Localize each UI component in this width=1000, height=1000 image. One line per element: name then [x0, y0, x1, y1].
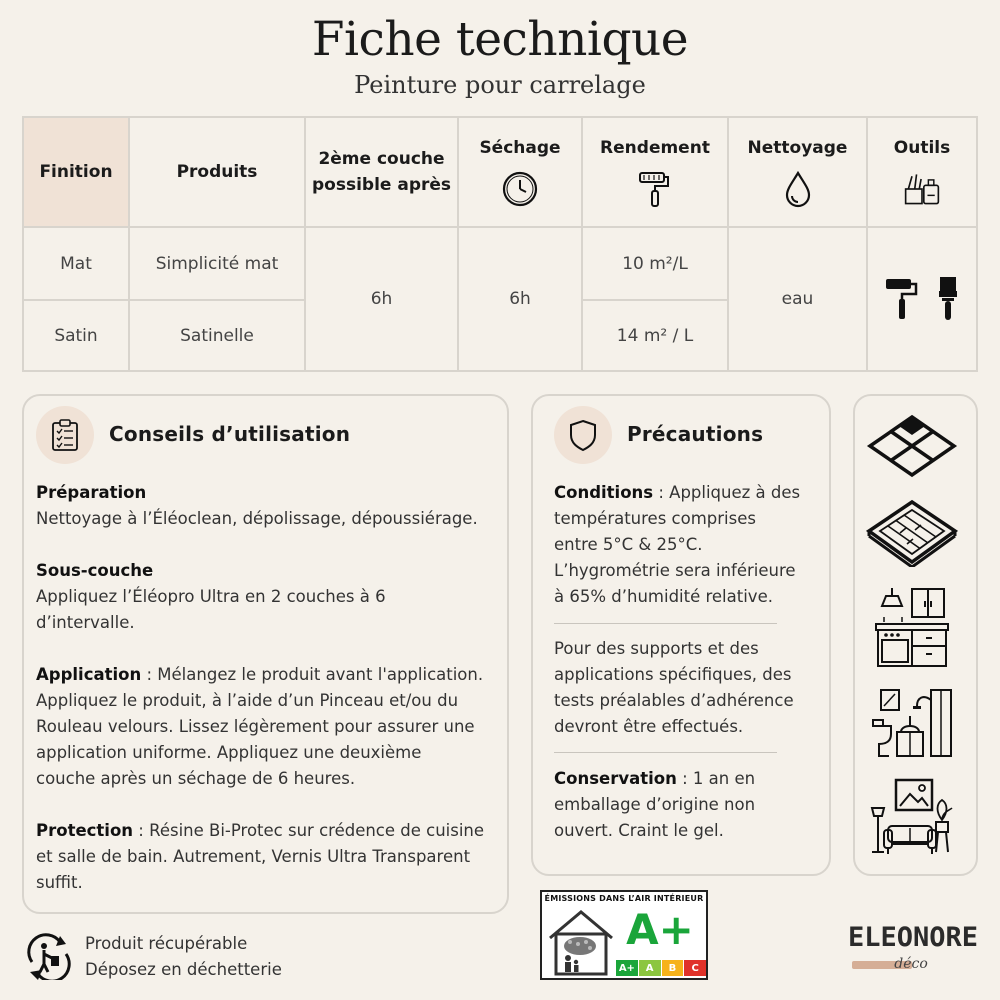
paint-brush-icon	[937, 276, 959, 322]
supports-line3: tests préalables d’adhérence	[554, 691, 794, 710]
bathroom-wrap	[866, 686, 958, 758]
emissions-scale	[616, 960, 706, 976]
header-sechage	[459, 118, 583, 228]
nettoyage-value: eau	[729, 228, 868, 370]
supports-line1: Pour des supports et des	[554, 639, 759, 658]
header-outils-label: Outils	[893, 138, 951, 158]
conservation-line2: emballage d’origine non	[554, 795, 756, 814]
floor-tiles-icon	[866, 413, 958, 479]
kitchen-wrap	[866, 586, 958, 668]
conditions-title: Conditions	[554, 483, 654, 502]
emissions-scale-aplus: A+	[616, 960, 638, 976]
header-couche-line1: 2ème couche	[318, 149, 445, 169]
souscouche-line1: Appliquez l’Éléopro Ultra en 2 couches à 6	[36, 587, 386, 606]
protection-block	[36, 818, 498, 896]
souscouche-title: Sous-couche	[36, 561, 154, 580]
row-mat-finition: Mat	[24, 228, 130, 301]
header-nettoyage-label: Nettoyage	[747, 138, 848, 158]
house-icon	[548, 908, 614, 976]
conditions-line3: entre 5°C & 25°C.	[554, 535, 703, 554]
conservation-line3: ouvert. Craint le gel.	[554, 821, 724, 840]
emissions-scale-b: B	[662, 960, 684, 976]
precautions-title: Précautions	[627, 422, 764, 446]
bathroom-icon	[871, 686, 953, 758]
spec-table	[22, 116, 978, 372]
recycle-icon	[22, 932, 72, 980]
couche-value: 6h	[306, 228, 459, 370]
recycle-line2: Déposez en déchetterie	[85, 960, 282, 979]
souscouche-block	[36, 558, 498, 636]
wall-tiles-wrap	[866, 499, 958, 567]
toolbox-icon	[902, 169, 942, 209]
application-title: Application	[36, 665, 142, 684]
conditions-line2-row	[554, 506, 808, 532]
header-outils	[868, 118, 976, 228]
protection-line1: : Résine Bi-Protec sur crédence de cuisine	[133, 821, 485, 840]
protection-line2: et salle de bain. Autrement, Vernis Ultra Transparent	[36, 847, 471, 866]
sechage-value: 6h	[459, 228, 583, 370]
living-room-icon	[870, 778, 954, 856]
conseils-icon-badge	[36, 406, 94, 464]
row-satin-rendement: 14 m² / L	[583, 301, 729, 370]
header-rendement-label: Rendement	[600, 138, 710, 158]
application-line2: Appliquez le produit, à l’aide d’un Pinceau et/ou du	[36, 691, 459, 710]
header-couche	[306, 118, 459, 228]
row-mat-produit: Simplicité mat	[130, 228, 306, 301]
application-line3: Rouleau velours. Lissez légèrement pour assurer une	[36, 717, 475, 736]
application-line4: application uniforme. Appliquez une deuxième	[36, 743, 422, 762]
conservation-block	[554, 766, 808, 844]
header-produits: Produits	[130, 118, 306, 228]
conditions-line1: : Appliquez à des	[653, 483, 801, 502]
row-mat-rendement: 10 m²/L	[583, 228, 729, 301]
emissions-scale-a: A	[639, 960, 661, 976]
header-rendement	[583, 118, 729, 228]
emissions-label	[540, 890, 708, 980]
shield-icon	[568, 418, 598, 452]
row-satin-finition: Satin	[24, 301, 130, 370]
outils-cell	[868, 228, 976, 370]
emissions-title: ÉMISSIONS DANS L’AIR INTÉRIEUR	[544, 894, 704, 903]
preparation-title: Préparation	[36, 483, 147, 502]
conditions-line5: à 65% d’humidité relative.	[554, 587, 773, 606]
page-title: Fiche technique	[311, 12, 689, 67]
header-finition: Finition	[24, 118, 130, 228]
wall-tiles-icon	[866, 499, 958, 567]
paint-roller-icon	[635, 169, 675, 209]
emissions-scale-c: C	[684, 960, 706, 976]
application-block	[36, 662, 498, 792]
application-line5: couche après un séchage de 6 heures.	[36, 769, 356, 788]
emissions-rating: A+	[626, 905, 694, 954]
conseils-title: Conseils d’utilisation	[109, 422, 351, 446]
water-drop-icon	[778, 169, 818, 209]
conditions-line4: L’hygrométrie sera inférieure	[554, 561, 796, 580]
protection-title: Protection	[36, 821, 134, 840]
protection-line3: suffit.	[36, 873, 83, 892]
header-nettoyage	[729, 118, 868, 228]
preparation-block	[36, 480, 498, 532]
divider	[554, 623, 777, 624]
brand-sub: déco	[894, 956, 928, 972]
kitchen-icon	[872, 586, 952, 668]
conditions-line2: températures comprises	[554, 509, 756, 528]
conditions-block	[554, 480, 808, 610]
row-satin-produit: Satinelle	[130, 301, 306, 370]
preparation-text: Nettoyage à l’Éléoclean, dépolissage, dépoussiérage.	[36, 509, 478, 528]
floor-tiles-wrap	[866, 413, 958, 479]
supports-line2: applications spécifiques, des	[554, 665, 792, 684]
living-room-wrap	[866, 778, 958, 856]
conservation-line1: : 1 an en	[676, 769, 756, 788]
supports-line4: devront être effectués.	[554, 717, 744, 736]
paint-roller-icon	[885, 277, 921, 321]
clipboard-icon	[50, 418, 80, 452]
precautions-icon-badge	[554, 406, 612, 464]
brand-logo: ELEONORE	[848, 922, 979, 953]
header-couche-line2: possible après	[311, 175, 452, 195]
header-sechage-label: Séchage	[479, 138, 561, 158]
application-line1: : Mélangez le produit avant l'application.	[141, 665, 484, 684]
conservation-title: Conservation	[554, 769, 677, 788]
recycle-line1: Produit récupérable	[85, 934, 248, 953]
supports-block	[554, 636, 808, 740]
page-subtitle: Peinture pour carrelage	[354, 71, 646, 99]
souscouche-line2: d’intervalle.	[36, 613, 135, 632]
clock-icon	[500, 169, 540, 209]
divider	[554, 752, 777, 753]
